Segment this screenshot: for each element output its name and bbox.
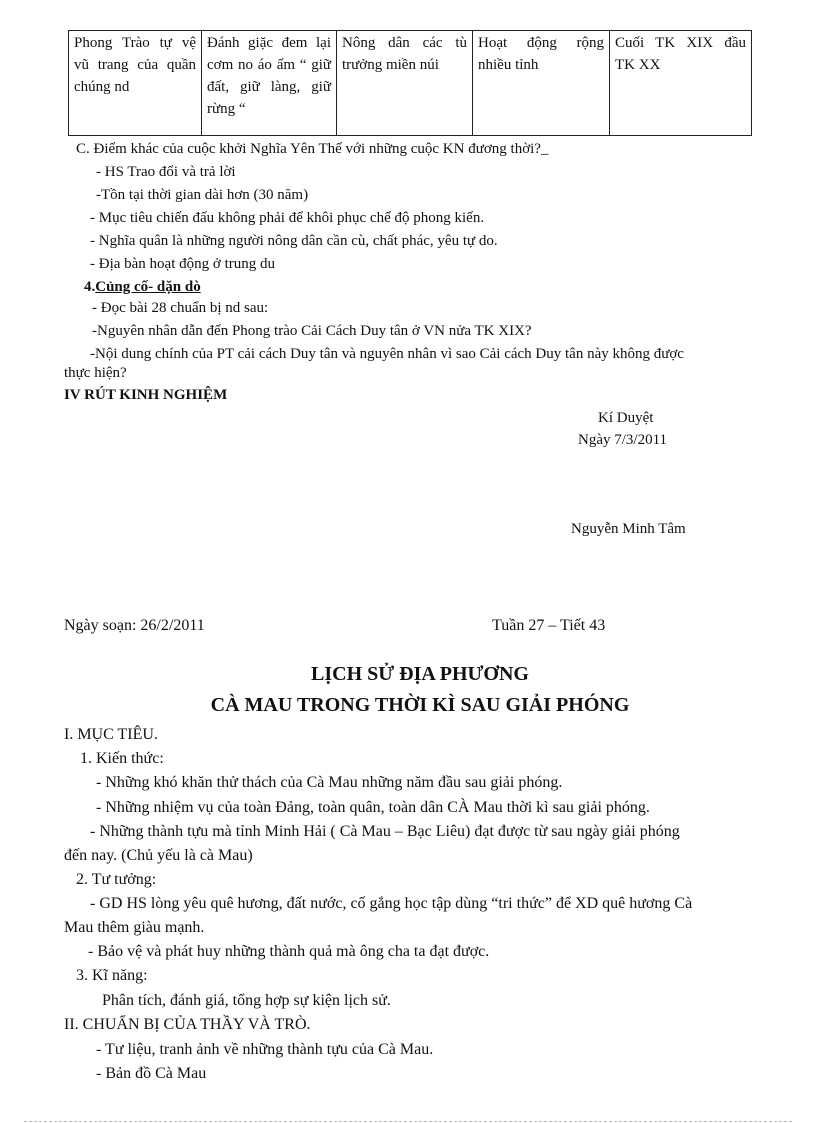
knowledge-heading: 1. Kiến thức: (80, 750, 164, 767)
thought-line: Mau thêm giàu mạnh. (64, 919, 205, 936)
section-c-line: - HS Trao đổi và trả lời (96, 164, 236, 180)
thought-heading: 2. Tư tưởng: (76, 871, 157, 888)
section-c-line: - Địa bàn hoạt động ở trung du (90, 256, 275, 272)
section-c-question: C. Điểm khác của cuộc khởi Nghĩa Yên Thế với những cuộc KN đương thời?_ (76, 141, 549, 157)
knowledge-line: đến nay. (Chủ yếu là cà Mau) (64, 847, 253, 864)
objectives-heading: I. MỤC TIÊU. (64, 726, 158, 743)
table-cell: Phong Trào tự vệ vũ trang của quần chúng nd (69, 31, 202, 136)
experience-heading: IV RÚT KINH NGHIỆM (64, 387, 228, 403)
consolidation-line: -Nội dung chính của PT cải cách Duy tân và nguyên nhân vì sao Cải cách Duy tân này không được (90, 346, 684, 362)
table-cell: Cuối TK XIX đầu TK XX (610, 31, 752, 136)
approval-signer: Nguyễn Minh Tâm (571, 521, 686, 537)
consolidation-title: Củng cố- dặn dò (95, 279, 201, 295)
lesson-title-line1: LỊCH SỬ ĐỊA PHƯƠNG (311, 663, 529, 685)
preparation-line: - Bản đồ Cà Mau (96, 1065, 207, 1082)
section-c-line: - Mục tiêu chiến đấu không phải để khôi phục chế độ phong kiến. (90, 210, 485, 226)
consolidation-line: - Đọc bài 28 chuẩn bị nd sau: (92, 300, 269, 316)
knowledge-line: - Những khó khăn thử thách của Cà Mau những năm đầu sau giải phóng. (96, 774, 563, 791)
thought-line: - GD HS lòng yêu quê hương, đất nước, cố gắng học tập dùng “tri thức” để XD quê hương Cà (90, 895, 693, 912)
approval-date: Ngày 7/3/2011 (578, 432, 668, 448)
preparation-line: - Tư liệu, tranh ảnh về những thành tựu của Cà Mau. (96, 1041, 434, 1058)
knowledge-line: - Những thành tựu mà tỉnh Minh Hải ( Cà Mau – Bạc Liêu) đạt được từ sau ngày giải phóng (90, 823, 680, 840)
week-lesson: Tuần 27 – Tiết 43 (492, 617, 606, 634)
section-c-line: - Nghĩa quân là những người nông dân cần cù, chất phác, yêu tự do. (90, 233, 498, 249)
consolidation-number: 4. (84, 279, 96, 295)
lesson-title-line2: CÀ MAU TRONG THỜI KÌ SAU GIẢI PHÓNG (210, 694, 630, 716)
approval-label: Kí Duyệt (598, 410, 654, 426)
comparison-table (68, 30, 752, 136)
table-cell: Đánh giặc đem lại cơm no áo ấm “ giữ đất, giữ làng, giữ rừng “ (202, 31, 337, 136)
consolidation-line: thực hiện? (64, 365, 127, 381)
consolidation-heading (84, 276, 201, 299)
preparation-heading: II. CHUẨN BỊ CỦA THẦY VÀ TRÒ. (64, 1016, 311, 1033)
table-cell: Nông dân các tù trưởng miền núi (337, 31, 473, 136)
thought-line: - Bảo vệ và phát huy những thành quả mà ông cha ta đạt được. (88, 943, 490, 960)
consolidation-line: -Nguyên nhân dẫn đến Phong trào Cải Cách Duy tân ở VN nửa TK XIX? (92, 323, 532, 339)
skills-heading: 3. Kĩ năng: (76, 967, 148, 984)
prepared-date: Ngày soạn: 26/2/2011 (64, 617, 205, 634)
knowledge-line: - Những nhiệm vụ của toàn Đảng, toàn quân, toàn dân CÀ Mau thời kì sau giải phóng. (96, 799, 650, 816)
skills-line: Phân tích, đánh giá, tổng hợp sự kiện lịch sử. (102, 992, 391, 1009)
section-c-line: -Tồn tại thời gian dài hơn (30 năm) (96, 187, 309, 203)
table-cell: Hoạt động rộng nhiều tỉnh (473, 31, 610, 136)
table-row (69, 31, 752, 136)
page-bottom-divider (24, 1121, 792, 1122)
